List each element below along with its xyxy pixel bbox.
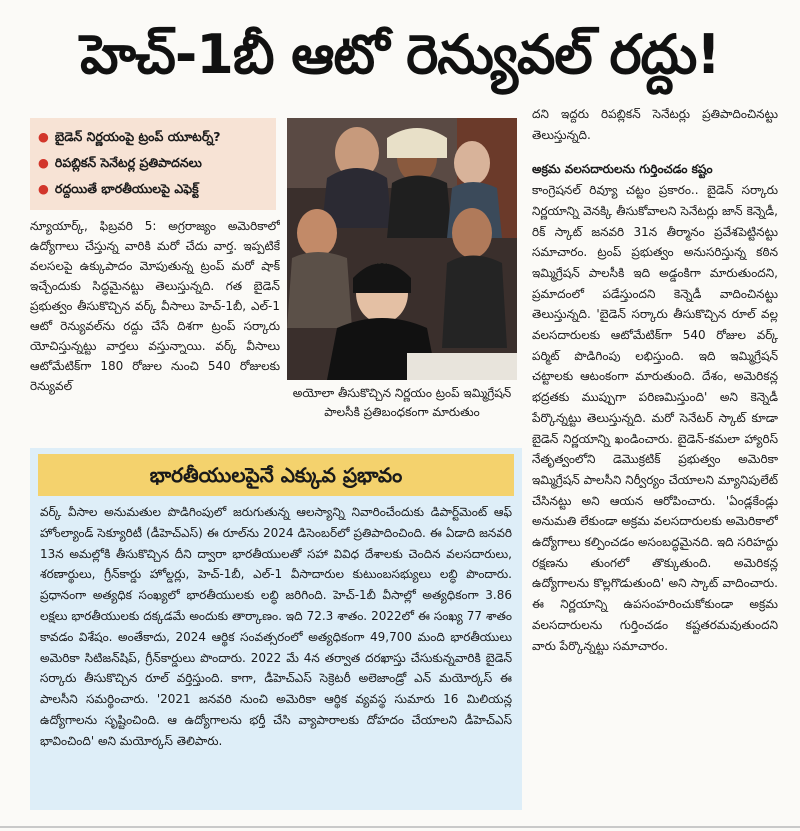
right-body-text: కాంగ్రెషనల్‌ రివ్యూ చట్టం ప్రకారం.. బైడెన్‌ సర్కారు నిర్ణయాన్ని వెనక్కి తీసుకోవాలని సెనేటర్లు జాన్‌ కెన్నెడీ, రిక్‌ స్కాట్‌ జనవరి 31న తీర్మానం ప్రవేశపెట్టినట్టు సమాచారం. ట్రంప్‌ ప్రభుత్వం అనుసరిస్తున్న కఠిన ఇమ్మిగ్రేషన్‌ పాలసీకి ఇది అడ్డంకిగా మారుతుందని, ప్రమాదంలో పడేస్తుందని కెన్నెడీ వాదించినట్టు తెలుస్తున్నది. 'బైడెన్‌ సర్కారు తీసుకొచ్చిన రూల్‌ వల్ల వలసదారులకు ఆటోమేటిక్‌గా 540 రోజుల వర్క్‌ పర్మిట్‌ పొడిగింపు లభిస్తుంది. ఇది ఇమ్మిగ్రేషన్‌ చట్టాలకు ఆటంకంగా మారుతుంది. దేశం, అమెరికన్ల భద్రతకు ముప్పుగా పరిణమిస్తుంది' అని కెన్నెడీ పేర్కొన్నట్టు తెలుస్తున్నది. మరో సెనేటర్‌ స్కాట్‌ కూడా బైడెన్‌ నిర్ణయాన్ని ఖండించారు. బైడెన్‌-కమలా హ్యారిస్‌ నేతృత్వంలోని డెమొక్రటిక్‌ ప్రభుత్వం అమెరికా ఇమ్మిగ్రేషన్‌ పాలసీని నిర్వీర్యం చేయాలని మ్యానిపులేట్‌ చేసినట్టు అని ఆయన ఆరోపించారు. 'ఏండ్లకేండ్లు అనుమతి లేకుండా అక్రమ వలసదారులకు అమెరికాలో ఉద్యోగాలు కల్పించడం అసంబద్ధమైనది. ఇది సరిహద్దు రక్షణను తుంగలో తొక్కుతుంది. అమెరికన్ల ఉద్యోగాలను కొల్లగొడుతుంది' అని స్కాట్‌ వాదించారు. ఈ నిర్ణయాన్ని ఉపసంహరించుకోకుండా అక్రమ వలసదారులను గుర్తించడం కష్టతరమవుతుందని వారు పేర్కొన్నట్టు సమాచారం. [532,183,778,653]
highlight-item: ● రిపబ్లికన్‌ సెనేటర్ల ప్రతిపాదనలు [38,155,202,170]
continuation-text: దని ఇద్దరు రిపబ్లికన్‌ సెనేటర్లు ప్రతిపాదించినట్టు తెలుస్తున్నది. [532,107,778,142]
article-body-right [532,104,778,826]
headline: హెచ్‌-1బీ ఆటో రెన్యువల్‌ రద్దు! [80,23,720,86]
photo-caption: అయోలా తీసుకొచ్చిన నిర్ణయం ట్రంప్‌ ఇమ్మిగ్రేషన్‌ పాలసీకి ప్రతిబంధకంగా మారుతుం [292,386,512,419]
bullet-icon: ● [38,155,49,170]
photo-illustration [287,118,517,380]
students-photo [287,118,517,380]
highlight-item: ● రద్దయితే భారతీయులపై ఎఫెక్ట్‌ [38,181,199,196]
impact-box-title: భారతీయులపైనే ఎక్కువ ప్రభావం [38,454,514,496]
highlights-box [30,118,276,210]
article-body-left: న్యూయార్క్‌, ఫిబ్రవరి 5: అగ్రరాజ్యం అమెరికాలో ఉద్యోగాలు చేస్తున్న వారికి మరో చేదు వార్త. ఇప్పటికే వలసలపై ఉక్కుపాదం మోపుతున్న ట్రంప్‌ మరో షాక్‌ ఇచ్చేందుకు సిద్ధమైనట్టు తెలుస్తున్నది. గత బైడెన్‌ ప్రభుత్వం తీసుకొచ్చిన వర్క్‌ వీసాలు హెచ్‌-1బీ, ఎల్‌-1 ఆటో రెన్యువల్‌ను రద్దు చేసే దిశగా ట్రంప్‌ సర్కారు యోచిస్తున్నట్టు వార్తలు వస్తున్నాయి. వర్క్‌ వీసాలు ఆటోమేటిక్‌గా 180 రోజుల నుంచి 540 రోజులకు రెన్యువల్‌ [30,219,280,393]
impact-box-body: వర్క్‌ వీసాల అనుమతుల పొడిగింపులో జరుగుతున్న ఆలస్యాన్ని నివారించేందుకు డిపార్ట్‌మెంట్‌ ఆఫ్‌ హోంల్యాండ్‌ సెక్యూరిటీ (డీహెచ్‌ఎస్‌) ఈ రూల్‌ను 2024 డిసెంబర్‌లో ప్రతిపాదించింది. ఈ ఏడాది జనవరి 13న అమల్లోకి తీసుకొచ్చిన దీని ద్వారా భారతీయులతో సహా వివిధ దేశాలకు చెందిన వలసదారులు, శరణార్థులు, గ్రీన్‌కార్డు హోల్డర్లు, హెచ్‌-1బీ, ఎల్‌-1 వీసాదారుల కుటుంబసభ్యులు లబ్ధి పొందారు. ప్రధానంగా అత్యధిక సంఖ్యలో భారతీయులకు లబ్ధి జరిగింది. హెచ్‌-1బీ వీసాల్లో అత్యధికంగా 3.86 లక్షలు భారతీయులకు దక్కడమే అందుకు తార్కాణం. ఇది 72.3 శాతం. 2022లో ఈ సంఖ్య 77 శాతం కావడం విశేషం. అంతేకాదు, 2024 ఆర్థిక సంవత్సరంలో అత్యధికంగా 49,700 మంది భారతీయులు అమెరికా సిటిజన్‌షిప్‌, గ్రీన్‌కార్డులు పొందారు. 2022 మే 4న తర్వాత దరఖాస్తు చేసుకున్నవారికి బైడెన్‌ సర్కారు తీసుకొచ్చిన రూల్‌ వర్తిస్తుంది. కాగా, డీహెచ్‌ఎస్‌ సెక్రెటరీ అలెజాండ్రో ఎన్‌ మయోర్కస్‌ ఈ పాలసీని సమర్థించారు. '2021 జనవరి నుంచి అమెరికా ఆర్థిక వ్యవస్థ సుమారు 16 మిలియన్ల ఉద్యోగాలను సృష్టించింది. ఆ ఉద్యోగాలను భర్తీ చేసి వ్యాపారాలకు దోహదం చేయాలని డీహెచ్‌ఎస్‌ భావించింది' అని మయోర్కస్‌ తెలిపారు. [40,505,512,748]
bullet-icon: ● [38,129,49,144]
subheading: అక్రమ వలసదారులను గుర్తించడం కష్టం [532,162,713,177]
highlight-item: ● బైడెన్‌ నిర్ణయంపై ట్రంప్‌ యూటర్న్‌? [38,129,221,144]
bottom-divider [0,826,800,828]
bullet-icon: ● [38,181,49,196]
impact-box [30,448,522,810]
